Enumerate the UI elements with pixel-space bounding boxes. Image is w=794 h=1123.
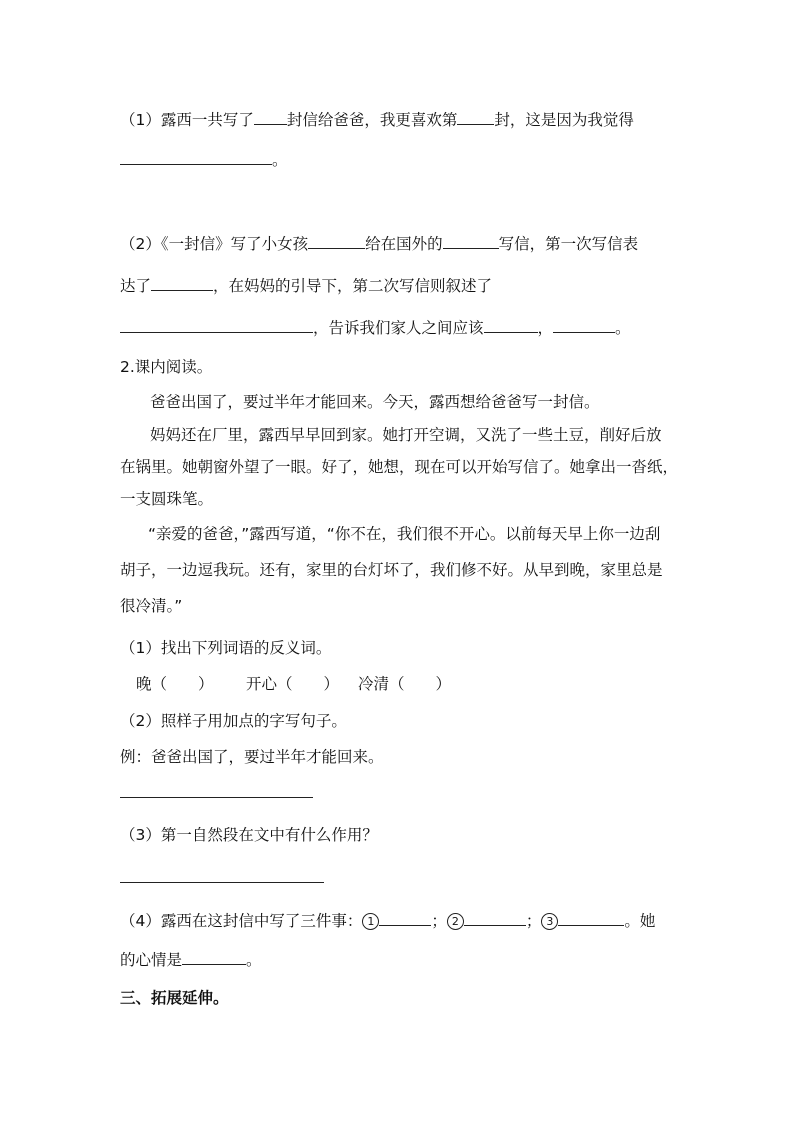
q1-end: 。 [272, 151, 288, 169]
q2-blank-second-letter[interactable] [120, 316, 313, 333]
q2-blank-first-letter[interactable] [151, 274, 213, 291]
antonym-item-1: 晚（ ） [136, 675, 214, 693]
passage-paragraph-3-line-1: “亲爱的爸爸，”露西写道，“你不在，我们很不开心。以前每天早上你一边刮 [148, 525, 661, 543]
q2-text-f: ，告诉我们家人之间应该 [313, 319, 484, 337]
q2-text-c: 写信，第一次写信表 [498, 235, 639, 253]
q1-text-c: 封，这是因为我觉得 [494, 111, 634, 129]
answer-line-3[interactable] [120, 882, 324, 883]
q1-text-a: （1）露西一共写了 [120, 111, 254, 129]
q2-blank-girl[interactable] [308, 232, 365, 249]
passage-paragraph-3-line-2: 胡子，一边逗我玩。还有，家里的台灯坏了，我们修不好。从早到晚，家里总是 [120, 561, 663, 579]
answer-line-2[interactable] [120, 797, 313, 798]
circled-number-3: 3 [541, 913, 558, 930]
q4-blank-3[interactable] [558, 909, 624, 926]
antonym-item-2: 开心（ ） [246, 675, 340, 693]
sub-question-4-line-2 [120, 948, 262, 970]
question-2-line-2 [120, 274, 492, 296]
passage-paragraph-1: 爸爸出国了，要过半年才能回来。今天，露西想给爸爸写一封信。 [150, 393, 600, 411]
q1-blank-count[interactable] [254, 108, 287, 125]
q4-text-c: 的心情是 [120, 951, 183, 969]
q2-text-e: ，在妈妈的引导下，第二次写信则叙述了 [213, 277, 493, 295]
q4-sep-1: ； [431, 912, 447, 930]
circled-number-2: 2 [447, 913, 464, 930]
q2-text-b: 给在国外的 [365, 235, 443, 253]
q2-end: 。 [615, 319, 631, 337]
question-2 [120, 232, 638, 254]
question-1 [120, 108, 634, 130]
q1-text-b: 封信给爸爸，我更喜欢第 [286, 111, 458, 129]
question-2-line-3 [120, 316, 631, 338]
q2-blank-should-2[interactable] [553, 316, 615, 333]
circled-number-1: 1 [362, 913, 379, 930]
q4-text-b: 。她 [624, 912, 656, 930]
q4-end: 。 [246, 951, 262, 969]
q2-blank-recipient[interactable] [443, 232, 499, 249]
q4-blank-1[interactable] [379, 909, 431, 926]
q4-text-a: （4）露西在这封信中写了三件事： [120, 912, 363, 930]
q2-text-g: ， [537, 319, 554, 337]
q2-text-d: 达了 [120, 277, 152, 295]
q1-blank-which[interactable] [457, 108, 494, 125]
passage-paragraph-2-line-2: 在锅里。她朝窗外望了一眼。好了，她想，现在可以开始写信了。她拿出一沓纸， [120, 458, 679, 476]
sub-question-4 [120, 909, 655, 931]
q1-blank-reason[interactable] [120, 148, 272, 165]
question-1-line-2 [120, 148, 288, 170]
q4-blank-mood[interactable] [182, 948, 246, 965]
sub-question-2: （2）照样子用加点的字写句子。 [120, 712, 347, 730]
antonym-item-3: 冷清（ ） [358, 675, 452, 693]
sub-question-3: （3）第一自然段在文中有什么作用？ [120, 826, 378, 844]
sub-question-1: （1）找出下列词语的反义词。 [120, 639, 332, 657]
passage-paragraph-3-line-3: 很冷清。” [120, 597, 183, 615]
q2-blank-should-1[interactable] [484, 316, 538, 333]
section-2-heading: 2.课内阅读。 [120, 358, 213, 376]
q2-text-a: （2）《一封信》写了小女孩 [120, 235, 309, 253]
section-3-heading: 三、拓展延伸。 [120, 989, 229, 1007]
example-sentence: 例：爸爸出国了，要过半年才能回来。 [120, 748, 384, 766]
q4-blank-2[interactable] [464, 909, 526, 926]
passage-paragraph-2-line-1: 妈妈还在厂里，露西早早回到家。她打开空调，又洗了一些土豆，削好后放 [150, 426, 662, 444]
passage-paragraph-2-line-3: 一支圆珠笔。 [120, 490, 214, 508]
q4-sep-2: ； [525, 912, 542, 930]
